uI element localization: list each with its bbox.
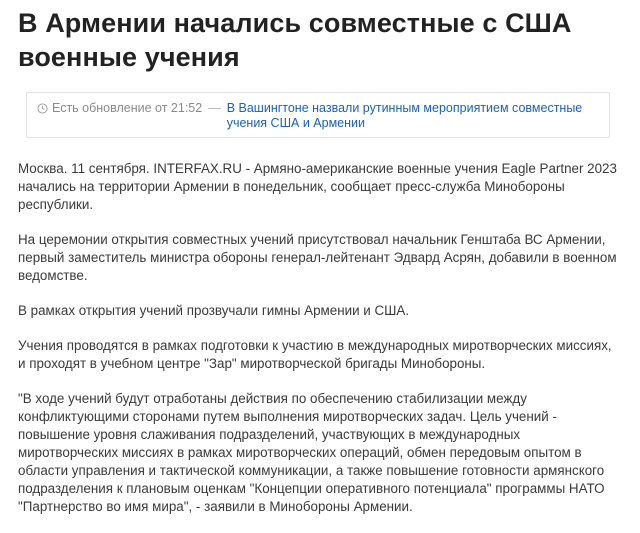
update-link[interactable]: В Вашингтоне назвали рутинным мероприятием совместные учения США и Армении <box>226 101 583 130</box>
article-body <box>18 160 618 516</box>
paragraph: Учения проводятся в рамках подготовки к участию в международных миротворческих миссиях, и проходят в учебном центре "Зар" миротворческой бригады Минобороны. <box>18 338 612 371</box>
paragraph: "В ходе учений будут отработаны действия по обеспечению стабилизации между конфликтующими сторонами путем выполнения миротворческих задач. Цель учений - повышение уровня слаживания подразделений, участвующих в международных миротворческих миссиях в рамках миротворческих операций, обмен передовым опытом в области управления и тактической коммуникации, а также повышение готовности армянского подразделения к плановым оценкам "Концепции оперативного потенциала" программы НАТО "Партнерство во имя мира", - заявили в Минобороны Армении. <box>18 391 605 514</box>
update-meta <box>37 101 227 116</box>
article <box>18 0 618 533</box>
paragraph: На церемонии открытия совместных учений присутствовал начальник Генштаба ВС Армении, первый заместитель министра обороны генерал-лейтенант Эдвард Асрян, добавили в военном ведомстве. <box>18 232 617 283</box>
update-notice <box>26 92 610 138</box>
paragraph: Москва. 11 сентября. INTERFAX.RU - Армяно-американские военные учения Eagle Partner 2023 начались на территории Армении в понедельник, сообщает пресс-служба Минобороны республики. <box>18 161 617 212</box>
update-separator: — <box>208 101 221 115</box>
paragraph: В рамках открытия учений прозвучали гимны Армении и США. <box>18 303 410 318</box>
clock-icon <box>37 103 48 114</box>
update-time-text: Есть обновление от 21:52 <box>52 101 203 115</box>
article-title: В Армении начались совместные с США военные учения <box>18 8 572 72</box>
